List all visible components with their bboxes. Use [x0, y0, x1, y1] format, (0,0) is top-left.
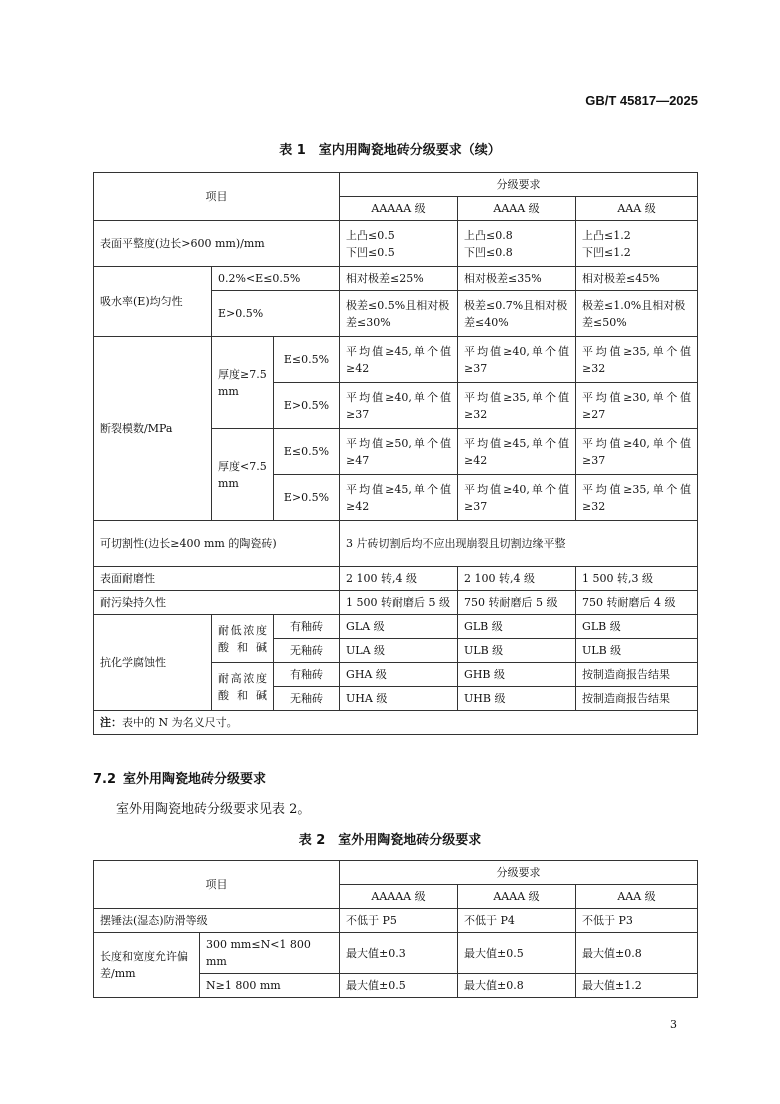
chemical-type: 无釉砖 — [274, 687, 340, 711]
rupture-5a: 平均值≥50,单个值≥47 — [340, 429, 458, 475]
stain-4a: 750 转耐磨后 5 级 — [458, 591, 576, 615]
absorption-4a: 极差≤0.7%且相对极差≤40% — [458, 291, 576, 337]
table-row — [94, 861, 698, 885]
chemical-4a: GHB 级 — [458, 663, 576, 687]
rupture-4a: 平均值≥40,单个值≥37 — [458, 475, 576, 521]
deviation-5a: 最大值±0.5 — [340, 974, 458, 998]
chemical-5a: GHA 级 — [340, 663, 458, 687]
standard-code: GB/T 45817—2025 — [585, 93, 698, 108]
flatness-label: 表面平整度(边长>600 mm)/mm — [94, 221, 340, 267]
slip-label: 摆锤法(湿态)防滑等级 — [94, 909, 340, 933]
header-grade-5a: AAAAA 级 — [340, 197, 458, 221]
rupture-thickness: 厚度≥7.5 mm — [212, 337, 274, 429]
abrasion-5a: 2 100 转,4 级 — [340, 567, 458, 591]
abrasion-3a: 1 500 转,3 级 — [576, 567, 698, 591]
cuttability-label: 可切割性(边长≥400 mm 的陶瓷砖) — [94, 521, 340, 567]
header-item: 项目 — [94, 861, 340, 909]
chemical-group: 耐高浓度酸和碱 — [212, 663, 274, 711]
stain-3a: 750 转耐磨后 4 级 — [576, 591, 698, 615]
header-grade-4a: AAAA 级 — [458, 885, 576, 909]
section-body: 室外用陶瓷地砖分级要求见表 2。 — [116, 802, 311, 817]
cell-line: 上凸≤0.5 — [346, 228, 395, 242]
slip-4a: 不低于 P4 — [458, 909, 576, 933]
abrasion-4a: 2 100 转,4 级 — [458, 567, 576, 591]
rupture-4a: 平均值≥40,单个值≥37 — [458, 337, 576, 383]
header-grade-3a: AAA 级 — [576, 885, 698, 909]
rupture-3a: 平均值≥30,单个值≥27 — [576, 383, 698, 429]
rupture-3a: 平均值≥35,单个值≥32 — [576, 475, 698, 521]
table-row — [94, 909, 698, 933]
deviation-4a: 最大值±0.8 — [458, 974, 576, 998]
table1 — [93, 172, 698, 735]
absorption-label: 吸水率(E)均匀性 — [94, 267, 212, 337]
absorption-4a: 相对极差≤35% — [458, 267, 576, 291]
rupture-label: 断裂模数/MPa — [94, 337, 212, 521]
cell-line: 下凹≤0.8 — [464, 245, 513, 259]
cell-line: 上凸≤0.8 — [464, 228, 513, 242]
table-row — [94, 173, 698, 197]
stain-5a: 1 500 转耐磨后 5 级 — [340, 591, 458, 615]
note-text: 表中的 N 为名义尺寸。 — [122, 716, 238, 729]
header-grade-3a: AAA 级 — [576, 197, 698, 221]
rupture-3a: 平均值≥40,单个值≥37 — [576, 429, 698, 475]
section-heading — [93, 768, 266, 787]
deviation-label: 长度和宽度允许偏差/mm — [94, 933, 200, 998]
absorption-3a: 极差≤1.0%且相对极差≤50% — [576, 291, 698, 337]
chemical-type: 有釉砖 — [274, 663, 340, 687]
rupture-5a: 平均值≥45,单个值≥42 — [340, 475, 458, 521]
rupture-4a: 平均值≥45,单个值≥42 — [458, 429, 576, 475]
chemical-type: 有釉砖 — [274, 615, 340, 639]
chemical-4a: ULB 级 — [458, 639, 576, 663]
deviation-cond: N≥1 800 mm — [200, 974, 340, 998]
table-row — [94, 567, 698, 591]
table-row — [94, 615, 698, 639]
absorption-cond: 0.2%<E≤0.5% — [212, 267, 340, 291]
table-row — [94, 933, 698, 974]
rupture-3a: 平均值≥35,单个值≥32 — [576, 337, 698, 383]
section-title: 室外用陶瓷地砖分级要求 — [123, 772, 267, 787]
table1-note — [94, 711, 698, 735]
slip-3a: 不低于 P3 — [576, 909, 698, 933]
rupture-thickness: 厚度<7.5 mm — [212, 429, 274, 521]
cuttability-value: 3 片砖切割后均不应出现崩裂且切割边缘平整 — [340, 521, 698, 567]
absorption-5a: 极差≤0.5%且相对极差≤30% — [340, 291, 458, 337]
chemical-group: 耐低浓度酸和碱 — [212, 615, 274, 663]
table-row — [94, 221, 698, 267]
chemical-3a: 按制造商报告结果 — [576, 663, 698, 687]
rupture-5a: 平均值≥45,单个值≥42 — [340, 337, 458, 383]
absorption-3a: 相对极差≤45% — [576, 267, 698, 291]
chemical-4a: GLB 级 — [458, 615, 576, 639]
cell-line: 上凸≤1.2 — [582, 228, 631, 242]
deviation-3a: 最大值±1.2 — [576, 974, 698, 998]
chemical-3a: 按制造商报告结果 — [576, 687, 698, 711]
flatness-4a — [458, 221, 576, 267]
chemical-5a: UHA 级 — [340, 687, 458, 711]
chemical-label: 抗化学腐蚀性 — [94, 615, 212, 711]
absorption-5a: 相对极差≤25% — [340, 267, 458, 291]
absorption-cond: E>0.5% — [212, 291, 340, 337]
rupture-5a: 平均值≥40,单个值≥37 — [340, 383, 458, 429]
chemical-5a: ULA 级 — [340, 639, 458, 663]
rupture-cond: E>0.5% — [274, 383, 340, 429]
header-grading: 分级要求 — [340, 861, 698, 885]
chemical-5a: GLA 级 — [340, 615, 458, 639]
chemical-3a: ULB 级 — [576, 639, 698, 663]
slip-5a: 不低于 P5 — [340, 909, 458, 933]
header-grade-5a: AAAAA 级 — [340, 885, 458, 909]
header-grade-4a: AAAA 级 — [458, 197, 576, 221]
chemical-4a: UHB 级 — [458, 687, 576, 711]
abrasion-label: 表面耐磨性 — [94, 567, 340, 591]
rupture-4a: 平均值≥35,单个值≥32 — [458, 383, 576, 429]
header-grading: 分级要求 — [340, 173, 698, 197]
page-number: 3 — [670, 1018, 677, 1031]
stain-label: 耐污染持久性 — [94, 591, 340, 615]
table-row — [94, 591, 698, 615]
table1-title: 表 1 室内用陶瓷地砖分级要求（续） — [279, 143, 501, 158]
deviation-5a: 最大值±0.3 — [340, 933, 458, 974]
cell-line: 下凹≤0.5 — [346, 245, 395, 259]
cell-line: 下凹≤1.2 — [582, 245, 631, 259]
section-number: 7.2 — [93, 772, 117, 787]
table2 — [93, 860, 698, 998]
table-row — [94, 521, 698, 567]
deviation-cond: 300 mm≤N<1 800 mm — [200, 933, 340, 974]
header-item: 项目 — [94, 173, 340, 221]
deviation-3a: 最大值±0.8 — [576, 933, 698, 974]
rupture-cond: E≤0.5% — [274, 337, 340, 383]
table-row — [94, 337, 698, 383]
note-label: 注： — [100, 716, 122, 729]
flatness-3a — [576, 221, 698, 267]
flatness-5a — [340, 221, 458, 267]
rupture-cond: E≤0.5% — [274, 429, 340, 475]
table-row — [94, 267, 698, 291]
chemical-3a: GLB 级 — [576, 615, 698, 639]
rupture-cond: E>0.5% — [274, 475, 340, 521]
table2-title: 表 2 室外用陶瓷地砖分级要求 — [298, 833, 482, 848]
chemical-type: 无釉砖 — [274, 639, 340, 663]
table-row — [94, 711, 698, 735]
deviation-4a: 最大值±0.5 — [458, 933, 576, 974]
